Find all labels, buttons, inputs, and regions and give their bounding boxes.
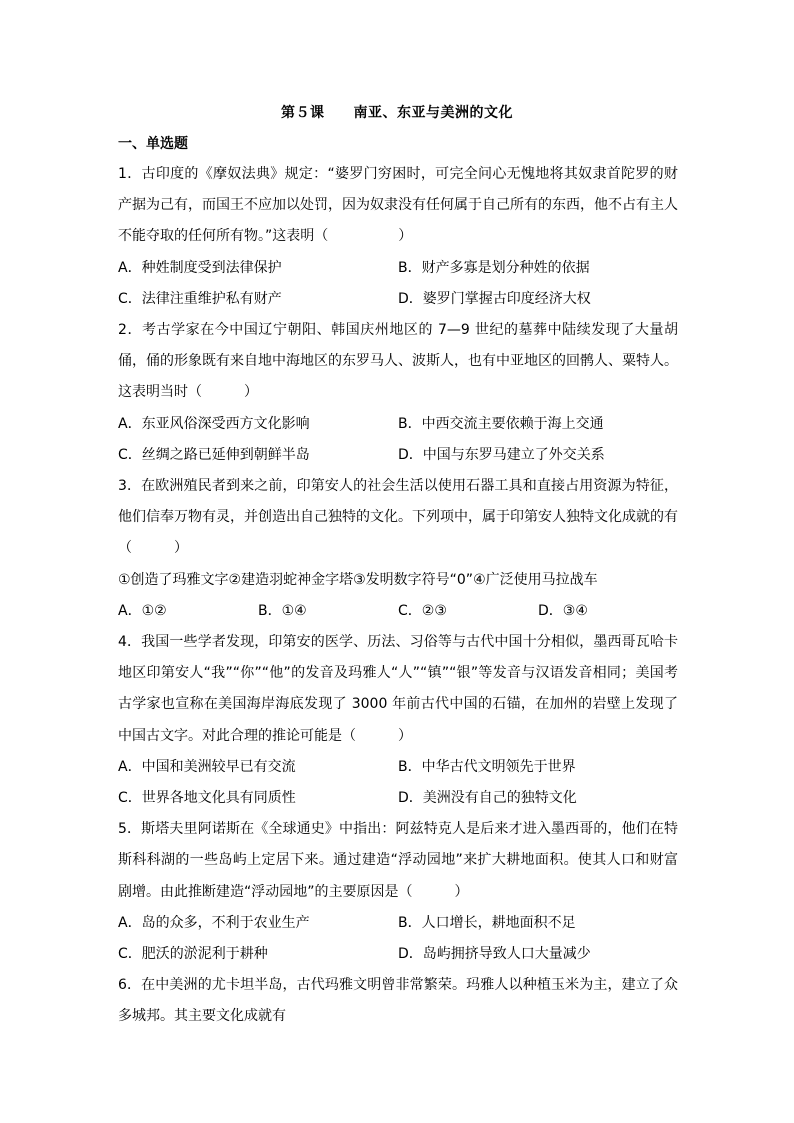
question-3-options (118, 596, 678, 627)
question-1-options (118, 253, 678, 284)
option-b: B．人口增长，耕地面积不足 (398, 914, 576, 931)
option-c: C．②③ (398, 602, 447, 619)
question-5 (118, 814, 678, 970)
option-d: D．岛屿拥挤导致人口大量减少 (398, 945, 591, 962)
option-c: C．丝绸之路已延伸到朝鲜半岛 (118, 446, 310, 463)
question-5-options (118, 908, 678, 939)
option-c: C．肥沃的淤泥利于耕种 (118, 945, 268, 962)
question-3-stem: 3．在欧洲殖民者到来之前，印第安人的社会生活以使用石器工具和直接占用资源为特征，他们信奉万物有灵，并创造出自己独特的文化。下列项中，属于印第安人独特文化成就的有（ ） (118, 477, 678, 557)
option-a: A．种姓制度受到法律保护 (118, 259, 282, 276)
option-d: D．③④ (538, 602, 588, 619)
question-6-stem: 6．在中美洲的尤卡坦半岛，古代玛雅文明曾非常繁荣。玛雅人以种植玉米为主，建立了众多城邦。其主要文化成就有 (118, 977, 678, 1025)
question-3-items: ①创造了玛雅文字②建造羽蛇神金字塔③发明数字符号“0”④广泛使用马拉战车 (118, 571, 598, 588)
question-4-options-row2 (118, 783, 678, 814)
question-4 (118, 627, 678, 814)
question-2-options-row2 (118, 440, 678, 471)
option-d: D．婆罗门掌握古印度经济大权 (398, 290, 591, 307)
question-5-stem: 5．斯塔夫里阿诺斯在《全球通史》中指出：阿兹特克人是后来才进入墨西哥的，他们在特斯科科湖的一些岛屿上定居下来。通过建造“浮动园地”来扩大耕地面积。使其人口和财富剧增。由此推断建造“浮动园地”的主要原因是（ ） (118, 821, 678, 900)
question-2-options (118, 409, 678, 440)
lesson-title: 第５课 南亚、东亚与美洲的文化 (281, 105, 513, 121)
question-5-options-row2 (118, 939, 678, 970)
question-6 (118, 970, 678, 1032)
question-2-stem: 2．考古学家在今中国辽宁朝阳、韩国庆州地区的 7—9 世纪的墓葬中陆续发现了大量胡俑，俑的形象既有来自地中海地区的东罗马人、波斯人，也有中亚地区的回鹘人、粟特人。这表明当时（ ） (118, 321, 678, 401)
question-3 (118, 471, 678, 627)
option-a: A．中国和美洲较早已有交流 (118, 758, 296, 775)
question-4-stem: 4．我国一些学者发现，印第安的医学、历法、习俗等与古代中国十分相似，墨西哥瓦哈卡地区印第安人“我”“你”“他”的发音及玛雅人“人”“镇”“银”等发音与汉语发音相同；美国考古学家也宣称在美国海岸海底发现了 3000 年前古代中国的石锚，在加州的岩壁上发现了中国古文字。对此合理的推论可能是（ ） (118, 633, 678, 744)
option-b: B．中华古代文明领先于世界 (398, 758, 576, 775)
option-b: B．中西交流主要依赖于海上交通 (398, 415, 604, 432)
option-a: A．东亚风俗深受西方文化影响 (118, 415, 310, 432)
question-list (118, 159, 678, 1033)
option-d: D．中国与东罗马建立了外交关系 (398, 446, 605, 463)
question-1-stem: 1．古印度的《摩奴法典》规定：“婆罗门穷困时，可完全问心无愧地将其奴隶首陀罗的财产据为己有，而国王不应加以处罚，因为奴隶没有任何属于自己所有的东西，他不占有主人不能夺取的任何所有物。”这表明（ ） (118, 166, 678, 245)
question-1-options-row2 (118, 284, 678, 315)
option-b: B．①④ (258, 602, 307, 619)
option-c: C．法律注重维护私有财产 (118, 290, 282, 307)
question-1 (118, 159, 678, 315)
section-heading: 一、单选题 (118, 136, 188, 152)
option-a: A．①② (118, 602, 167, 619)
option-c: C．世界各地文化具有同质性 (118, 789, 296, 806)
option-b: B．财产多寡是划分种姓的依据 (398, 259, 590, 276)
question-2 (118, 315, 678, 471)
option-d: D．美洲没有自己的独特文化 (398, 789, 577, 806)
option-a: A．岛的众多，不利于农业生产 (118, 914, 310, 931)
question-4-options (118, 752, 678, 783)
